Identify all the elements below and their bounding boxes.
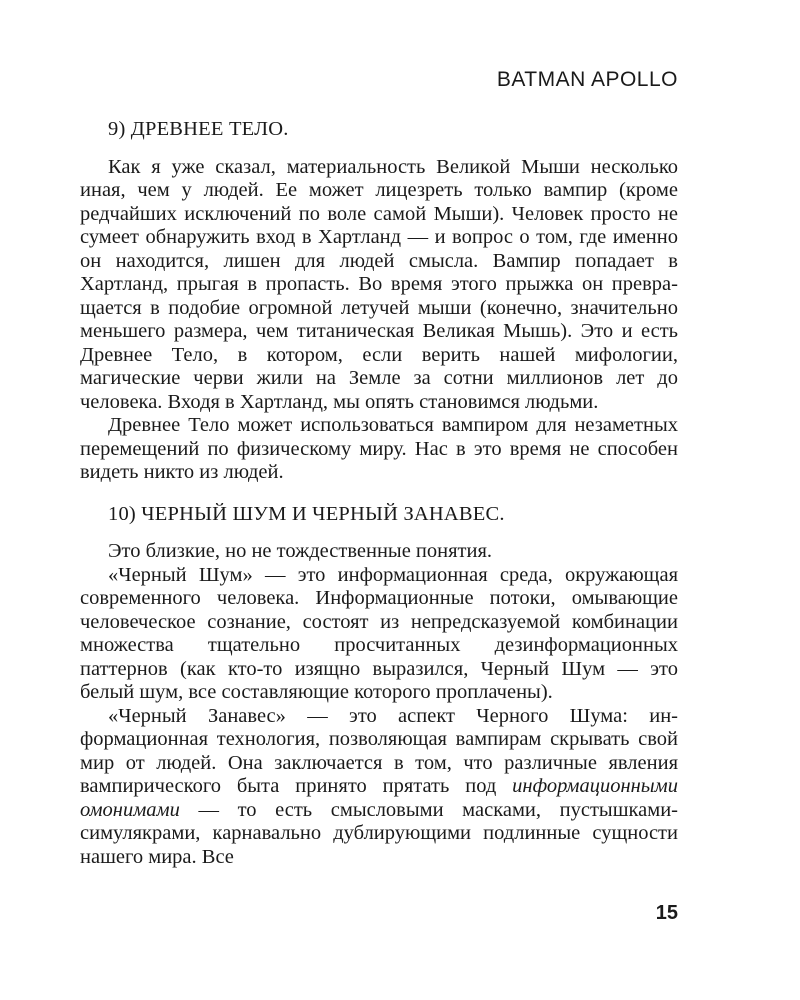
section-10-paragraph-3 [80,705,678,870]
page-number: 15 [655,902,678,924]
text-block [80,118,678,869]
paragraph-3-text-end: — то есть смысловыми масками, пустышками-симулякрами, карнавально дублирующими подлинные сущности нашего мира. Все [80,798,678,868]
section-10-paragraph-2: «Черный Шум» — это информационная среда, окружающая современного человека. Информационные потоки, омывающие человеческое сознание, состоят из непредсказуемой комбинации множества тщательно просчитанных дезинформационных паттернов (как кто-то изящно выразился, Черный Шум — это белый шум, все составляющие которого проплачены). [80,563,678,703]
section-10-heading: 10) ЧЕРНЫЙ ШУМ И ЧЕРНЫЙ ЗАНАВЕС. [108,502,505,525]
paragraph-3-italic-term: информационными омонимами [80,775,678,821]
section-10-paragraph-1: Это близкие, но не тождественные понятия. [108,540,493,562]
section-9-paragraph-1: Как я уже сказал, материальность Великой Мыши несколько иная, чем у людей. Ее может лицезреть только вампир (кроме редчайших исключений по воле самой Мыши). Человек просто не сумеет обнаружить вход в Хартланд — и вопрос о том, где именно он находится, лишен для людей смысла. Вампир попадает в Хартланд, прыгая в пропасть. Во время этого прыжка он превращается в подобие огромной летучей мыши (конечно, значительно меньшего размера, чем титаническая Великая Мышь). Это и есть Древнее Тело, в котором, если верить нашей мифологии, магические черви жили на Земле за сотни миллионов лет до человека. Входя в Хартланд, мы опять становимся людьми. [80,155,678,413]
running-head: BATMAN APOLLO [496,68,678,91]
paragraph-3-text-start: «Черный Занавес» — это аспект Черного Шума: информационная технология, позволяющая вампирам скрывать свой мир от людей. Она заключается в том, что различные явления вампирического быта принято прятать под [80,704,678,797]
section-9-paragraph-2: Древнее Тело может использоваться вампиром для незаметных перемещений по физическому миру. Нас в это время не способен видеть никто из людей. [80,414,678,483]
section-9-heading: 9) ДРЕВНЕЕ ТЕЛО. [108,118,289,140]
